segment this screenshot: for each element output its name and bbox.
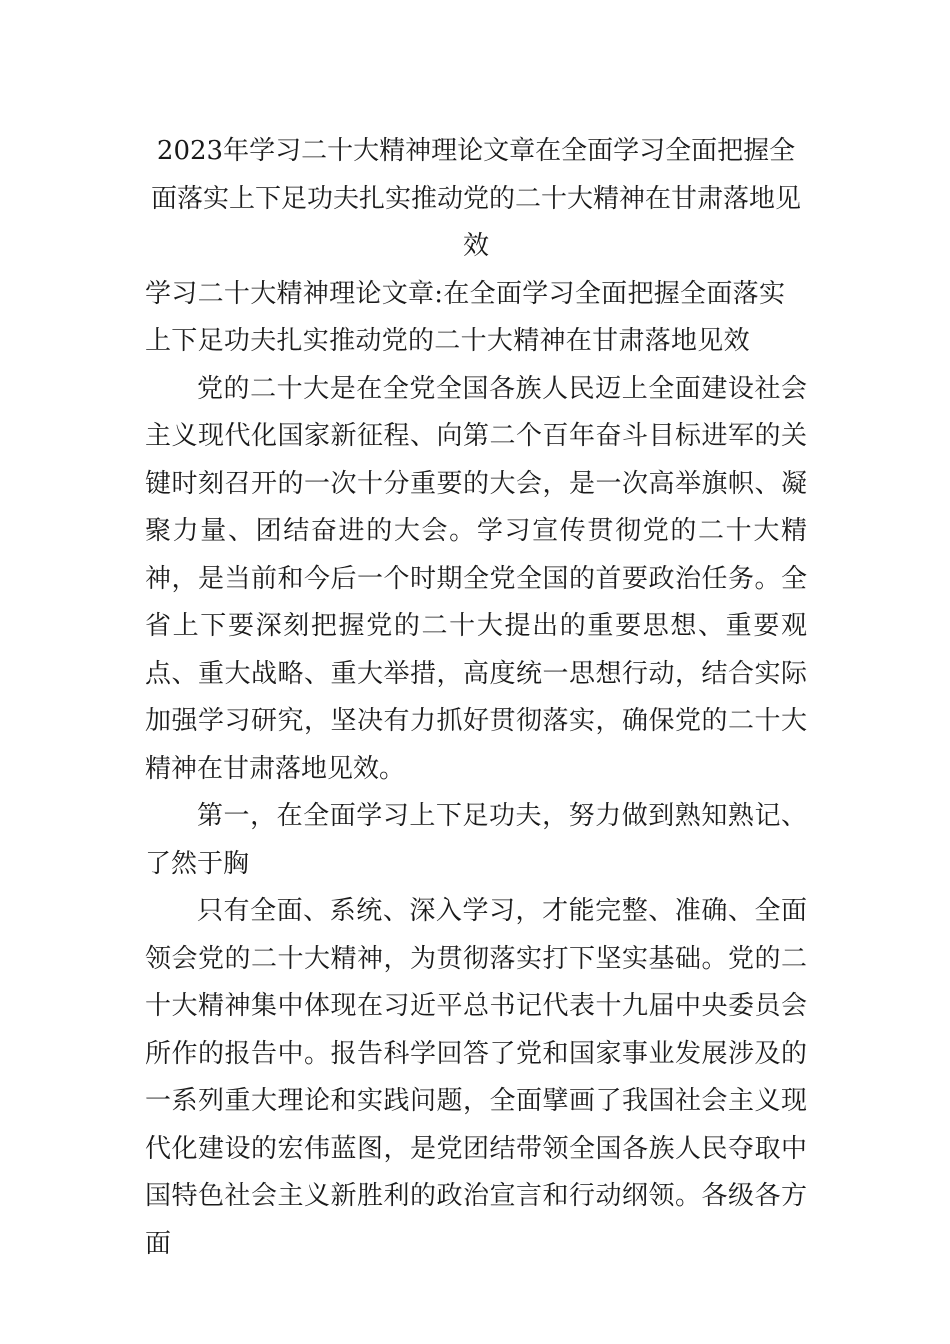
document-title: 2023年学习二十大精神理论文章在全面学习全面把握全面落实上下足功夫扎实推动党的二十大精神在甘肃落地见效 — [150, 136, 801, 261]
document-subtitle: 学习二十大精神理论文章:在全面学习全面把握全面落实上下足功夫扎实推动党的二十大精神在甘肃落地见效 — [145, 278, 786, 356]
paragraph-intro: 党的二十大是在全党全国各族人民迈上全面建设社会主义现代化国家新征程、向第二个百年奋斗目标进军的关键时刻召开的一次十分重要的大会，是一次高举旗帜、凝聚力量、团结奋进的大会。学习宣传贯彻党的二十大精神，是当前和今后一个时期全党全国的首要政治任务。全省上下要深刻把握党的二十大提出的重要思想、重要观点、重大战略、重大举措，高度统一思想行动，结合实际加强学习研究，坚决有力抓好贯彻落实，确保党的二十大精神在甘肃落地见效。 — [145, 373, 807, 784]
paragraph-study: 只有全面、系统、深入学习，才能完整、准确、全面领会党的二十大精神，为贯彻落实打下坚实基础。党的二十大精神集中体现在习近平总书记代表十九届中央委员会所作的报告中。报告科学回答了党和国家事业发展涉及的一系列重大理论和实践问题，全面擘画了我国社会主义现代化建设的宏伟蓝图，是党团结带领全国各族人民夺取中国特色社会主义新胜利的政治宣言和行动纲领。各级各方面 — [145, 896, 807, 1259]
paragraph-section-heading: 第一，在全面学习上下足功夫，努力做到熟知熟记、了然于胸 — [145, 801, 807, 879]
document-body — [145, 128, 807, 1268]
